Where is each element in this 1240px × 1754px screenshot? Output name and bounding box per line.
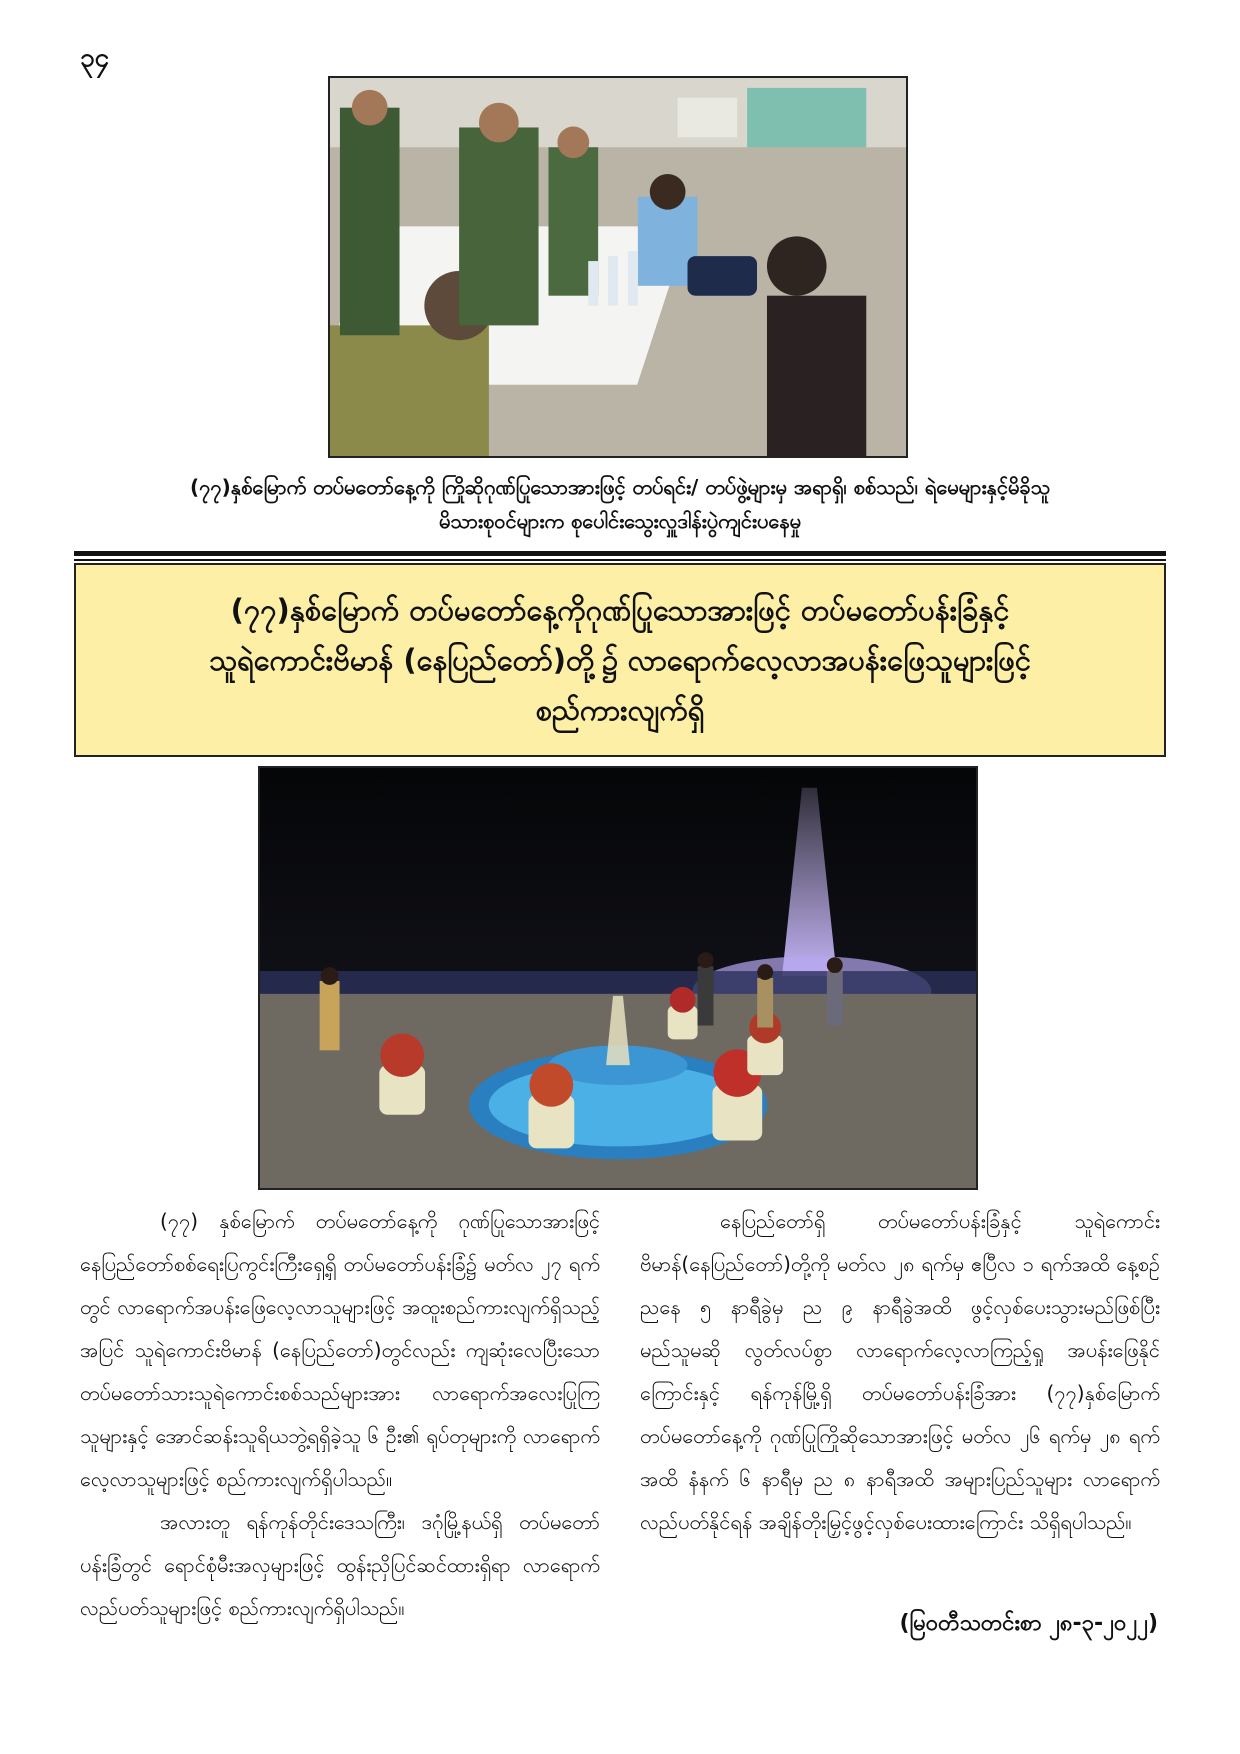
article-column-left xyxy=(80,1200,600,1630)
headline-line-3: စည်ကားလျက်ရှိ xyxy=(535,693,705,727)
article-paragraph: (၇၇) နှစ်မြောက် တပ်မတော်နေ့ကို ဂုဏ်ပြုသောအားဖြင့် နေပြည်တော်စစ်ရေးပြကွင်းကြီးရှေ့ရှိ တပ်မတော်ပန်းခြံ၌ မတ်လ ၂၇ ရက်တွင် လာရောက်အပန်းဖြေလေ့လာသူများဖြင့် အထူးစည်ကားလျက်ရှိသည့်အပြင် သူရဲကောင်းဗိမာန် (နေပြည်တော်)တွင်လည်း ကျဆုံးလေပြီးသော တပ်မတော်သားသူရဲကောင်းစစ်သည်များအား လာရောက်အလေးပြုကြသူများနှင့် အောင်ဆန်းသူရိယဘွဲ့ရရှိခဲ့သူ ၆ ဦး၏ ရုပ်တုများကို လာရောက်လေ့လာသူများဖြင့် စည်ကားလျက်ရှိပါသည်။ xyxy=(80,1209,600,1491)
headline xyxy=(129,585,1111,735)
blood-donation-photo xyxy=(328,76,908,458)
headline-line-2: သူရဲကောင်းဗိမာန် (နေပြည်တော်)တို့၌ လာရောက်လေ့လာအပန်းဖြေသူများဖြင့် xyxy=(209,643,1031,677)
blood-donation-illustration xyxy=(330,78,906,456)
caption-line-2: မိသားစုဝင်များက စုပေါင်းသွေးလှူဒါန်းပွဲကျင်းပနေမှု xyxy=(438,509,802,533)
article-column-right xyxy=(640,1200,1160,1544)
headline-line-1: (၇၇)နှစ်မြောက် တပ်မတော်နေ့ကိုဂုဏ်ပြုသောအားဖြင့် တပ်မတော်ပန်းခြံနှင့် xyxy=(230,593,1010,627)
divider-thick xyxy=(74,551,1166,556)
divider-thin xyxy=(74,559,1166,561)
article-source: (မြဝတီသတင်းစာ ၂၈-၃-၂၀၂၂) xyxy=(899,1611,1158,1636)
article-paragraph: အလားတူ ရန်ကုန်တိုင်းဒေသကြီး၊ ဒဂုံမြို့နယ်ရှိ တပ်မတော်ပန်းခြံတွင် ရောင်စုံမီးအလှများဖြင့် ထွန်းညှိပြင်ဆင်ထားရှိရာ လာရောက်လည်ပတ်သူများဖြင့် စည်ကားလျက်ရှိပါသည်။ xyxy=(80,1510,600,1620)
page-number: ၃၄ xyxy=(80,43,110,73)
night-fountain-illustration xyxy=(260,768,976,1188)
photo-caption xyxy=(60,470,1180,538)
headline-box xyxy=(74,563,1166,757)
night-fountain-photo xyxy=(258,766,978,1190)
caption-line-1: (၇၇)နှစ်မြောက် တပ်မတော်နေ့ကို ကြိုဆိုဂုဏ်ပြုသောအားဖြင့် တပ်ရင်း/ တပ်ဖွဲ့များမှ အရာရှိ၊ စစ်သည်၊ ရဲမေများနှင့်မိခိုသူ xyxy=(190,475,1050,499)
article-paragraph: နေပြည်တော်ရှိ တပ်မတော်ပန်းခြံနှင့် သူရဲကောင်းဗိမာန်(နေပြည်တော်)တို့ကို မတ်လ ၂၈ ရက်မှ ဧပြီလ ၁ ရက်အထိ နေ့စဉ် ညနေ ၅ နာရီခွဲမှ ည ၉ နာရီခွဲအထိ ဖွင့်လှစ်ပေးသွားမည်ဖြစ်ပြီး မည်သူမဆို လွတ်လပ်စွာ လာရောက်လေ့လာကြည့်ရှု အပန်းဖြေနိုင်ကြောင်းနှင့် ရန်ကုန်မြို့ရှိ တပ်မတော်ပန်းခြံအား (၇၇)နှစ်မြောက် တပ်မတော်နေ့ကို ဂုဏ်ပြုကြိုဆိုသောအားဖြင့် မတ်လ ၂၆ ရက်မှ ၂၈ ရက်အထိ နံနက် ၆ နာရီမှ ည ၈ နာရီအထိ အများပြည်သူများ လာရောက်လည်ပတ်နိုင်ရန် အချိန်တိုးမြှင့်ဖွင့်လှစ်ပေးထားကြောင်း သိရှိရပါသည်။ xyxy=(640,1209,1160,1534)
